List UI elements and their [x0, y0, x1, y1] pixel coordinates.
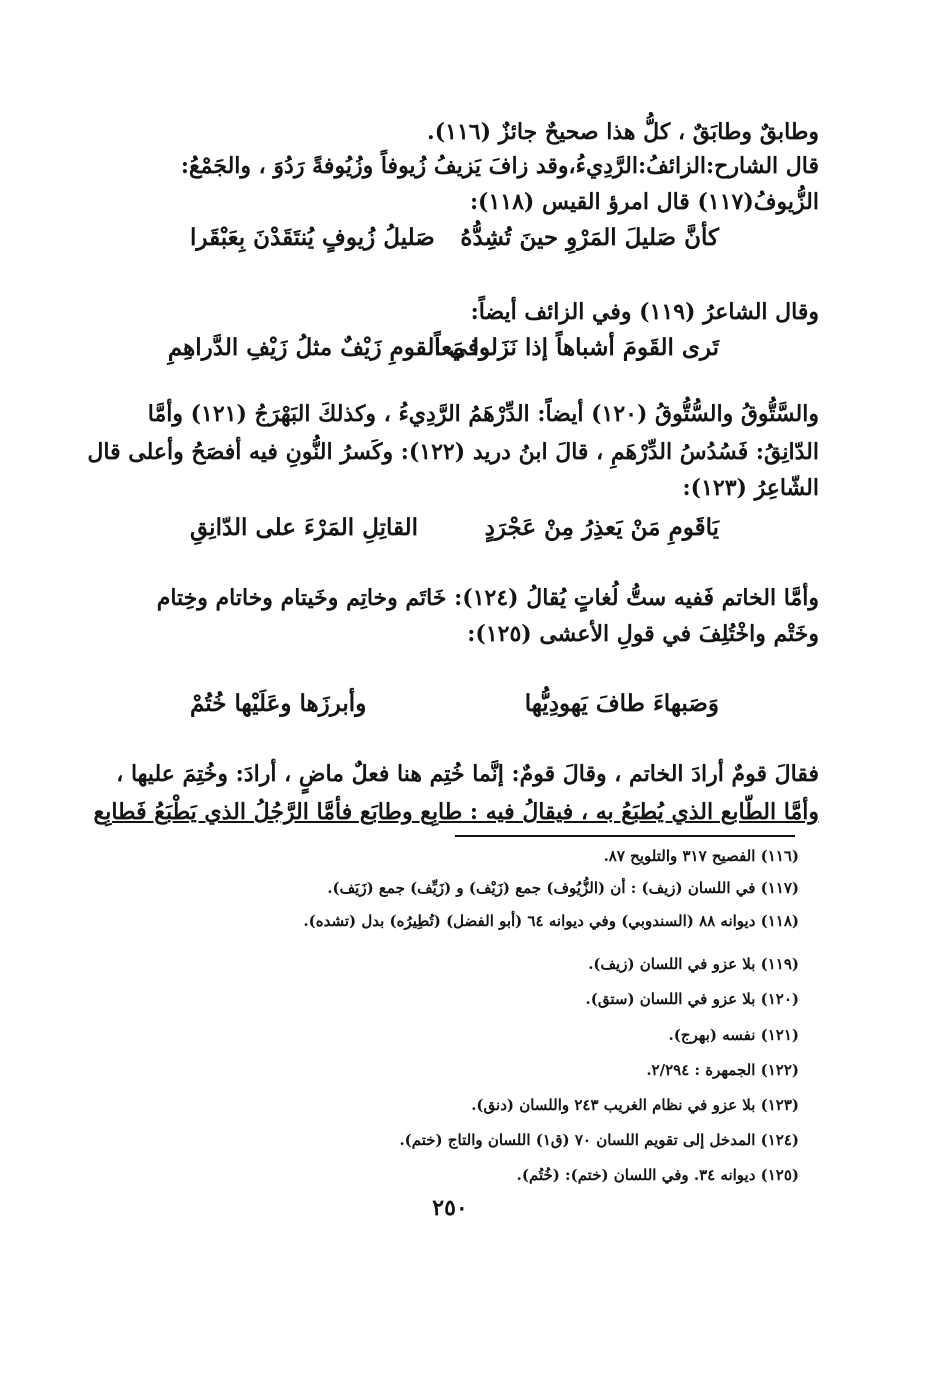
paragraph-line: وطابقٌ وطابَقٌ ، كلُّ هذا صحيحٌ جائزٌ (١١٦). — [427, 119, 819, 145]
paragraph-line: قال الشارح:الزائفُ:الرَّدِيءُ،وقد زافَ يَزيفُ زُيوفاً وزُيُوفةً رَدُوَ ، والجَمْعُ: — [180, 153, 819, 179]
footnote: (١١٨) ديوانه ٨٨ (السندوبي) وفي ديوانه ٦٤ (أبو الفضل) (تُطِيرُه) بدل (تشده). — [303, 912, 799, 930]
footnote: (١٢٤) المدخل إلى تقويم اللسان ٧٠ (ق١) اللسان والتاج (ختم). — [399, 1131, 799, 1149]
paragraph-line: والسَّتُّوقُ والسُّتُّوقُ (١٢٠) أيضاً: الدِّرْهَمُ الرَّدِيءُ ، وكذلكَ البَهْرَجُ (١٢١) وأمَّا — [147, 401, 819, 427]
verse-hemistich-right: كأنَّ صَليلَ المَرْوِ حينَ تُشِدُّهُ — [460, 224, 719, 251]
verse-hemistich-right: تَرى القَومَ أشباهاً إذا نَزَلوا مَعاً — [434, 334, 719, 361]
paragraph-line: الزُّيوفُ(١١٧) قال امرؤ القيس (١١٨): — [469, 189, 819, 215]
paragraph-line: الدّانِقُ: فَسُدُسُ الدِّرْهَمِ ، قالَ ابنُ دريد (١٢٢): وكَسرُ النُّونِ فيه أفصَحُ وأعلى قال — [87, 439, 819, 465]
verse-hemistich-left: وأبرزَها وعَلَيْها خُتُمْ — [190, 690, 367, 717]
paragraph-line: وقال الشاعرُ (١١٩) وفي الزائف أيضاً: — [470, 299, 819, 325]
paragraph-line: وأمَّا الطّابع الذي يُطبَعُ به ، فيقالُ فيه : طابِع وطابَع فأمَّا الرَّجُلُ الذي يَطْبَعُ فَطابِع — [93, 799, 819, 825]
verse-hemistich-left: وفي القومِ زَيْفٌ مثلُ زَيْفِ الدَّراهِمِ — [167, 334, 490, 361]
verse-hemistich-right: يَاقَومِ مَنْ يَعذِرُ مِنْ عَجْرَدٍ — [484, 514, 719, 541]
page-number: ٢٥٠ — [432, 1195, 468, 1221]
footnote: (١١٩) بلا عزو في اللسان (زيف). — [588, 955, 799, 973]
footnote: (١٢٥) ديوانه ٣٤. وفي اللسان (ختم): (خُتُم). — [516, 1166, 799, 1184]
paragraph-line: فقالَ قومٌ أرادَ الخاتم ، وقالَ قومٌ: إنَّما خُتِم هنا فعلٌ ماضٍ ، أرادَ: وخُتِمَ عليها ، — [116, 761, 819, 787]
paragraph-line: الشّاعِرُ (١٢٣): — [682, 475, 819, 501]
paragraph-line: وأمَّا الخاتم فَفيه ستُّ لُغاتٍ يُقالُ (١٢٤): خَاتَم وخاتِم وخَيتام وخاتام وخِتام — [156, 585, 819, 611]
footnote: (١١٧) في اللسان (زيف) : أن (الزُّيُوف) جمع (زَيْف) و (زَيِّف) جمع (زَيَف). — [327, 879, 799, 897]
footnote: (١١٦) الفصيح ٣١٧ والتلويح ٨٧. — [603, 847, 799, 865]
footnote-separator — [455, 835, 795, 837]
paragraph-line: وخَتْم واخْتُلِفَ في قولِ الأعشى (١٢٥): — [467, 621, 819, 647]
footnote: (١٢١) نفسه (بهرج). — [668, 1026, 799, 1044]
footnote: (١٢٢) الجمهرة : ٢/٢٩٤. — [646, 1061, 799, 1079]
verse-hemistich-left: صَليلُ زُيوفٍ يُنتَقَدْنَ بِعَبْقَرا — [190, 224, 435, 251]
footnote: (١٢٠) بلا عزو في اللسان (ستق). — [585, 990, 799, 1008]
verse-hemistich-right: وَصَبهاءَ طافَ يَهودِيُّها — [524, 690, 719, 717]
footnote: (١٢٣) بلا عزو في نظام الغريب ٢٤٣ واللسان (دنق). — [471, 1096, 799, 1114]
verse-hemistich-left: القاتِلِ المَرْءَ على الدّانِقِ — [190, 514, 419, 541]
